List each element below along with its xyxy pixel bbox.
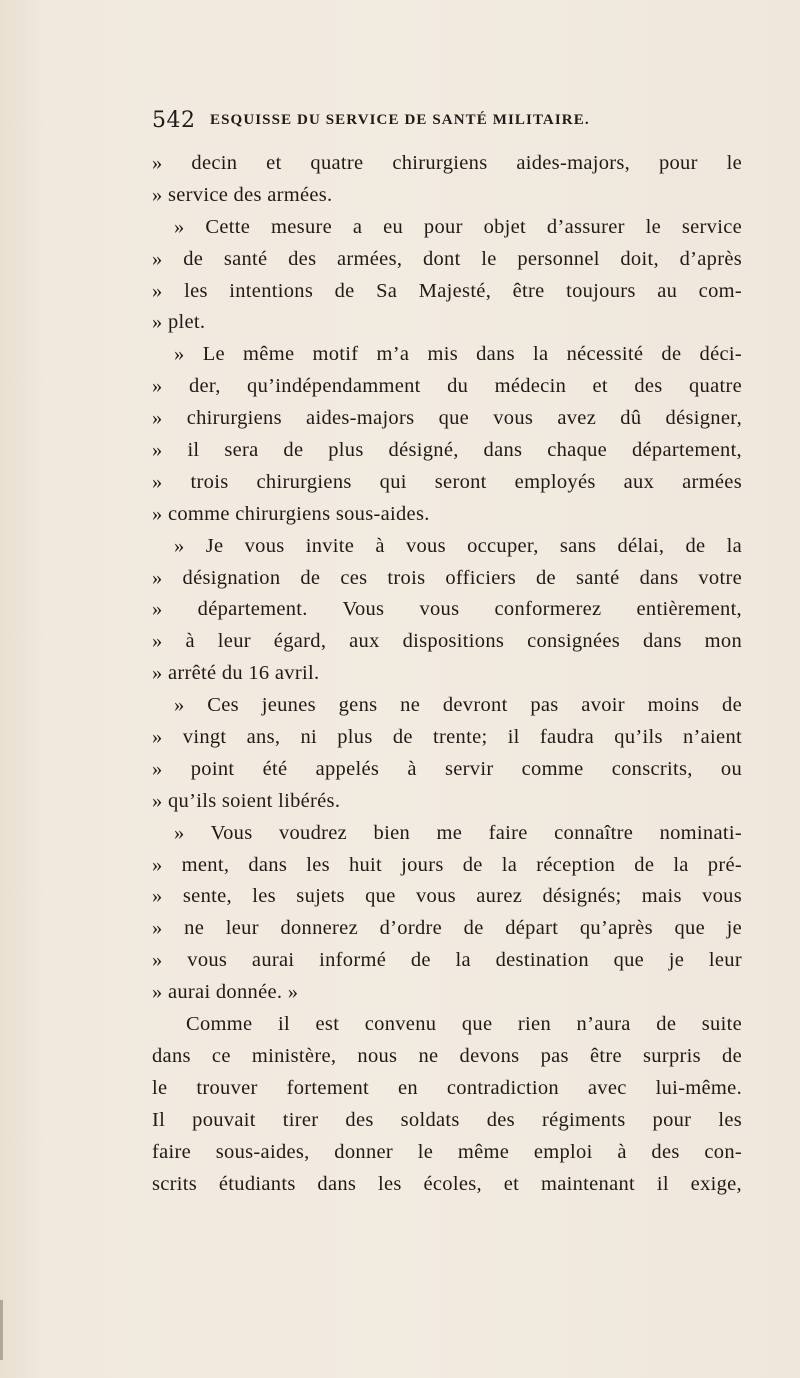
- text-line: » Le même motif m’a mis dans la nécessité de déci-: [174, 343, 742, 366]
- text-line: le trouver fortement en contradiction avec lui-même.: [152, 1076, 742, 1099]
- text-line: » plet.: [152, 311, 206, 334]
- text-line: Il pouvait tirer des soldats des régiments pour les: [152, 1108, 742, 1131]
- running-title: ESQUISSE DU SERVICE DE SANTÉ MILITAIRE.: [210, 112, 590, 128]
- text-line: » point été appelés à servir comme conscrits, ou: [152, 757, 742, 780]
- body-text: [152, 148, 742, 1200]
- text-line: scrits étudiants dans les écoles, et maintenant il exige,: [152, 1172, 742, 1195]
- page-header: [152, 108, 712, 140]
- text-line: » service des armées.: [152, 183, 333, 206]
- text-line: » sente, les sujets que vous aurez désignés; mais vous: [152, 885, 742, 908]
- text-line: » aurai donnée. »: [152, 981, 299, 1004]
- text-line: » Je vous invite à vous occuper, sans délai, de la: [174, 534, 742, 557]
- text-line: » ment, dans les huit jours de la réception de la pré-: [152, 853, 742, 876]
- text-line: » Ces jeunes gens ne devront pas avoir moins de: [174, 694, 742, 717]
- text-line: » département. Vous vous conformerez entièrement,: [152, 598, 742, 621]
- page-edge-shadow: [0, 1300, 3, 1360]
- text-line: » arrêté du 16 avril.: [152, 662, 320, 685]
- text-line: » trois chirurgiens qui seront employés aux armées: [152, 470, 742, 493]
- text-line: » vous aurai informé de la destination que je leur: [152, 949, 742, 972]
- text-line: » à leur égard, aux dispositions consignées dans mon: [152, 630, 742, 653]
- page-number: 542: [152, 108, 196, 133]
- text-line: » désignation de ces trois officiers de santé dans votre: [152, 566, 742, 589]
- text-line: » de santé des armées, dont le personnel doit, d’après: [152, 247, 742, 270]
- text-line: » vingt ans, ni plus de trente; il faudra qu’ils n’aient: [152, 726, 742, 749]
- text-line: » comme chirurgiens sous-aides.: [152, 502, 430, 525]
- text-line: » Cette mesure a eu pour objet d’assurer le service: [174, 215, 742, 238]
- text-line: Comme il est convenu que rien n’aura de suite: [186, 1013, 742, 1036]
- text-line: » qu’ils soient libérés.: [152, 789, 341, 812]
- text-line: » Vous voudrez bien me faire connaître nominati-: [174, 821, 742, 844]
- text-line: dans ce ministère, nous ne devons pas être surpris de: [152, 1044, 742, 1067]
- text-line: » chirurgiens aides-majors que vous avez dû désigner,: [152, 407, 742, 430]
- text-line: » decin et quatre chirurgiens aides-majors, pour le: [152, 152, 742, 174]
- text-line: » les intentions de Sa Majesté, être toujours au com-: [152, 279, 742, 302]
- text-line: » il sera de plus désigné, dans chaque département,: [152, 439, 742, 462]
- text-line: » ne leur donnerez d’ordre de départ qu’après que je: [152, 917, 742, 940]
- text-line: » der, qu’indépendamment du médecin et des quatre: [152, 375, 742, 398]
- text-line: faire sous-aides, donner le même emploi à des con-: [152, 1140, 742, 1163]
